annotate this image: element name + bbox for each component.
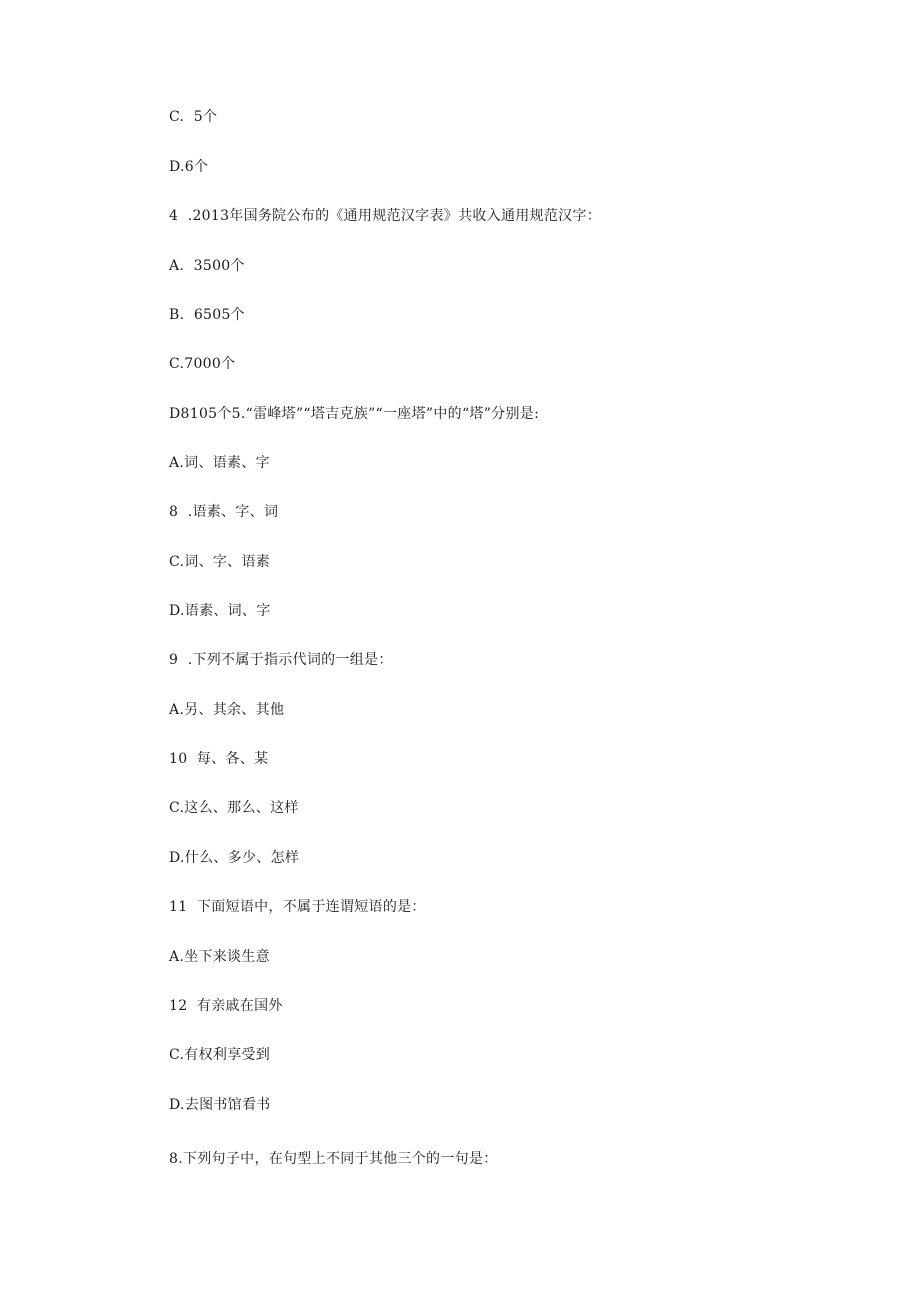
option-d-q4-question-5: D8105个5.“雷峰塔”“塔吉克族”“一座塔”中的“塔”分别是: xyxy=(169,406,540,422)
option-c-q6: C.这么、那么、这样 xyxy=(169,800,299,816)
option-c-q3: C. 5个 xyxy=(169,109,218,125)
option-a-q6: A.另、其余、其他 xyxy=(169,702,285,718)
option-b-q7: 12 有亲戚在国外 xyxy=(169,998,283,1014)
option-c-q5: C.词、字、语素 xyxy=(169,554,271,570)
option-a-q4: A. 3500个 xyxy=(169,258,245,274)
option-d-q7: D.去图书馆看书 xyxy=(169,1097,271,1113)
option-d-q3: D.6个 xyxy=(169,159,209,175)
option-d-q5: D.语素、词、字 xyxy=(169,603,271,619)
option-d-q6: D.什么、多少、怎样 xyxy=(169,850,300,866)
option-a-q5: A.词、语素、字 xyxy=(169,455,270,471)
option-a-q7: A.坐下来谈生意 xyxy=(169,949,270,965)
option-b-q6: 10 每、各、某 xyxy=(169,751,269,767)
question-7: 11 下面短语中，不属于连谓短语的是： xyxy=(169,899,426,915)
option-c-q4: C.7000个 xyxy=(169,356,236,372)
question-4: 4 .2013年国务院公布的《通用规范汉字表》共收入通用规范汉字： xyxy=(169,208,602,224)
question-8: 8.下列句子中，在句型上不同于其他三个的一句是： xyxy=(169,1151,498,1167)
option-c-q7: C.有权利享受到 xyxy=(169,1047,271,1063)
option-b-q4: B. 6505个 xyxy=(169,307,245,323)
option-b-q5: 8 .语素、字、词 xyxy=(169,504,279,520)
question-6: 9 .下列不属于指示代词的一组是： xyxy=(169,652,393,668)
